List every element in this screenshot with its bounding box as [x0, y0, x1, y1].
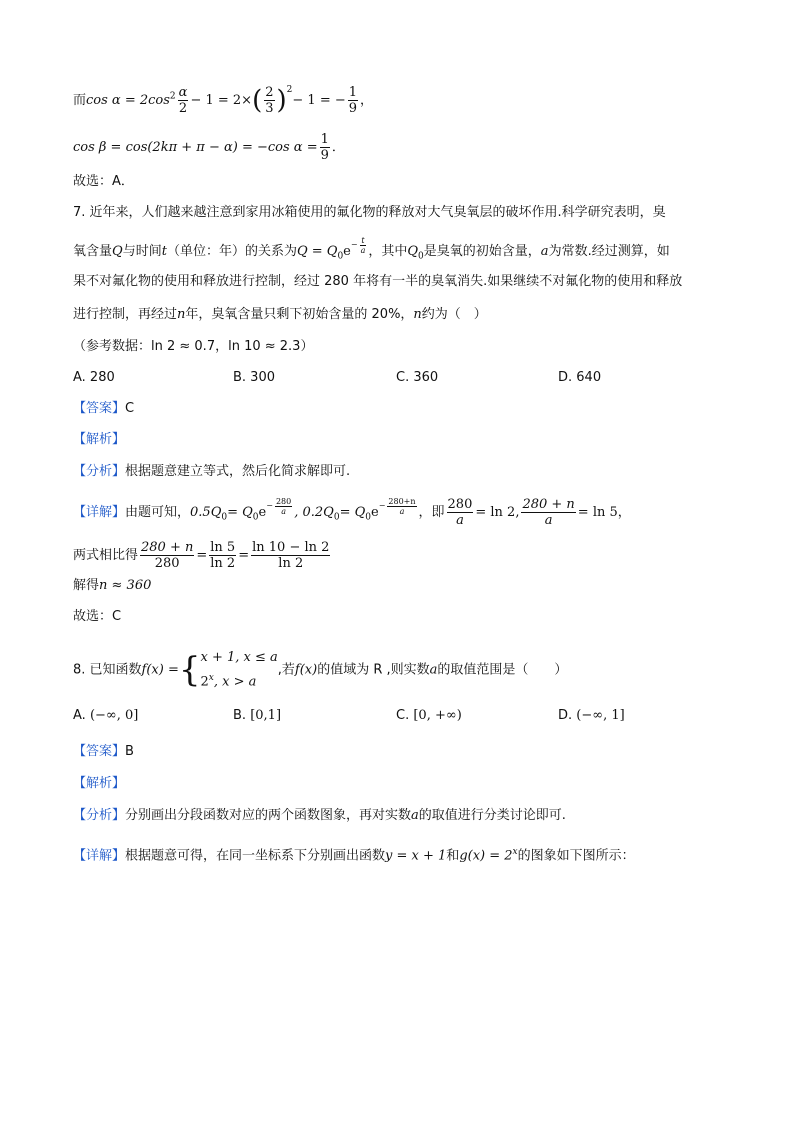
sub: 0 [418, 251, 424, 262]
var: a [411, 808, 419, 823]
xiangjie-tag: 【详解】 [73, 505, 126, 520]
sub: 0 [333, 512, 340, 523]
frac-num: 2 [265, 85, 274, 100]
formula: g(x) = 2 [459, 848, 513, 864]
q7-line-2: 氧含量Q与时间t（单位：年）的关系为$Q = Q_0e-$ $\frac{t}{a}$ ，其中$Q_0$是臭氧的初始含量，a为常数.经过测算，如 [73, 235, 670, 262]
option-label: B. [233, 708, 247, 723]
q7-option-c: C. 360 [396, 370, 439, 385]
formula: cos α = 2cos [86, 93, 170, 108]
frac-num: ln 5 [210, 540, 236, 555]
text: 解得 [73, 578, 100, 593]
text: 是臭氧的初始含量， [423, 244, 541, 259]
text: 与时间 [122, 244, 162, 259]
q7-answer [73, 399, 134, 419]
answer-value: C [125, 401, 135, 416]
xiangjie-tag: 【详解】 [73, 848, 126, 864]
q7-xiangjie-2: 两式相比得 $\frac{280 + n}{280}$ = $\frac{\ln 5}{\ln 2}$ = $\frac{\ln 10 - \ln 2}{\ln 2}$ [73, 540, 330, 571]
frac-num: 1 [348, 85, 358, 100]
sub: 0 [337, 251, 344, 262]
formula: f(x) [294, 662, 318, 678]
q8-fenxi [73, 806, 566, 826]
exp-num: 280 [275, 496, 292, 506]
text: 两式相比得 [73, 548, 139, 563]
text: 年，臭氧含量只剩下初始含量的 20%， [185, 307, 414, 322]
q7-reference-data: （参考数据：ln 2 ≈ 0.7，ln 10 ≈ 2.3） [73, 339, 314, 354]
frac-den: 2 [178, 101, 188, 116]
exp-den: a [387, 506, 416, 516]
q7-fenxi [73, 462, 350, 482]
option-value: [0, +∞) [413, 708, 462, 723]
q8-option-d [558, 706, 625, 726]
formula: y = x + 1 [385, 848, 447, 864]
q7-xiangjie-3 [73, 576, 151, 596]
q7-line-4 [73, 305, 487, 325]
var: a [540, 244, 549, 259]
q7-line-3: 果不对氟化物的使用和释放进行控制，经过 280 年将有一半的臭氧消失.如果继续不对氟化物的使用和释放 [73, 274, 683, 289]
formula: = Q [339, 505, 366, 520]
q8-option-b [233, 706, 281, 726]
text: 氧含量 [73, 244, 113, 259]
sub: 0 [221, 512, 228, 523]
option-label: C. [396, 708, 410, 723]
frac-den: a [447, 512, 474, 528]
option-value: (−∞, 1] [576, 708, 625, 723]
frac-num: α [178, 85, 188, 100]
q8-option-a [73, 706, 138, 726]
cos-beta-line [73, 132, 345, 163]
formula: f(x) = [141, 662, 179, 678]
answer-tag: 【答案】 [73, 401, 126, 416]
exp-num: 280+n [388, 496, 416, 506]
formula: n ≈ 360 [99, 578, 152, 593]
var: a [429, 662, 438, 678]
sup: 2 [286, 85, 293, 95]
q8-answer [73, 742, 134, 762]
case-1: x + 1, x ≤ a [200, 650, 278, 665]
answer-tag: 【答案】 [73, 744, 126, 759]
text: 的值域为 R ,则实数 [317, 662, 430, 678]
option-label: D. [558, 708, 573, 723]
sup: x [208, 673, 214, 683]
var: Q [112, 244, 123, 259]
text: ，即 [418, 505, 445, 520]
frac-num: 1 [320, 132, 329, 147]
frac-den: ln 2 [251, 555, 330, 571]
q7-analysis-heading [73, 430, 125, 450]
text: 约为（ ） [421, 307, 487, 322]
sub: 0 [252, 512, 259, 523]
fenxi-tag: 【分析】 [73, 808, 126, 823]
text: 为常数.经过测算，如 [548, 244, 670, 259]
exp-den: a [275, 506, 292, 516]
formula: − 1 = 2× [190, 93, 253, 108]
option-value: [0,1] [250, 708, 282, 723]
frac-den: 9 [320, 148, 329, 163]
text: ，其中 [368, 244, 408, 259]
cos-alpha-line: 而$\cos \alpha = 2\cos^2$ $\frac{\alpha}{2}$ − 1 = 2×( $\frac{2}{3}$ )$^2$− 1 = − $\frac{1}{9}$ ， [73, 85, 374, 116]
formula: = ln 5， [577, 505, 631, 520]
frac-den: 3 [265, 101, 274, 116]
answer-value: B [125, 744, 134, 759]
formula: Q = Q [296, 244, 338, 259]
sup: x [512, 847, 518, 857]
q8-xiangjie [73, 842, 635, 866]
var: n [413, 307, 422, 322]
fenxi-text: 根据题意建立等式，然后化简求解即可. [125, 464, 351, 479]
exp-num: t [361, 235, 365, 245]
e: e [258, 505, 267, 520]
var: t [161, 244, 167, 259]
q7-line-1: 7. 近年来，人们越来越注意到家用冰箱使用的氟化物的释放对大气臭氧层的破坏作用.科学研究表明，臭 [73, 205, 666, 220]
frac-den: a [521, 512, 575, 528]
text: 的图象如下图所示： [517, 848, 635, 864]
text: 的取值进行分类讨论即可. [418, 808, 566, 823]
text: ,若 [277, 662, 295, 678]
formula: − 1 = − [292, 93, 346, 108]
e: e [370, 505, 379, 520]
var: Q [407, 244, 419, 259]
formula: cos β = cos(2kπ + π − α) = −cos α = [73, 140, 318, 155]
sup: 2 [169, 91, 176, 102]
text: ． [331, 140, 345, 155]
formula: , 0.2Q [294, 505, 334, 520]
text: （单位：年）的关系为 [166, 244, 297, 259]
option-label: A. [73, 708, 86, 723]
var: n [177, 307, 186, 322]
q7-xiangjie-1: 【详解】由题可知，$0.5Q_0= Q_0e-$ $\frac{280}{a}$ , $0.2Q_0= Q_0e-$ $\frac{280+n}{a}$ ，即 $\frac{280}{a}$ = ln 2, $\frac{280 + n}{a}$ = ln 5， [73, 496, 631, 528]
frac-num: 280 [447, 497, 473, 512]
q7-option-a: A. 280 [73, 370, 115, 385]
e: e [343, 244, 351, 259]
text: 由题可知， [125, 505, 191, 520]
frac-num: ln 10 − ln 2 [252, 540, 330, 555]
q8-line-1: 8. 已知函数f(x) ={ x + 1, x ≤ a 2$^x$, x > a ,若f(x)的值域为 R ,则实数a的取值范围是（ ） [73, 650, 568, 691]
analysis-tag: 【解析】 [73, 432, 126, 447]
text: 而 [73, 93, 87, 108]
choice-line: 故选：A． [73, 174, 134, 189]
q7-choice: 故选：C [73, 609, 122, 624]
option-value: (−∞, 0] [89, 708, 139, 723]
frac-den: 9 [348, 101, 358, 116]
frac-num: 280 + n [522, 497, 575, 512]
q8-analysis-heading [73, 774, 125, 794]
frac-den: ln 2 [210, 556, 236, 571]
case-2: , x > a [213, 674, 257, 690]
text: 8. 已知函数 [73, 662, 142, 678]
q7-option-b: B. 300 [233, 370, 275, 385]
formula: 0.5Q [190, 505, 222, 520]
text: 分别画出分段函数对应的两个函数图象，再对实数 [125, 808, 412, 823]
q7-option-d: D. 640 [558, 370, 602, 385]
formula: = ln 2, [475, 505, 520, 520]
analysis-tag: 【解析】 [73, 776, 126, 791]
text: 和 [446, 848, 460, 864]
case-2: 2 [200, 674, 209, 690]
text: 的取值范围是（ ） [437, 662, 568, 678]
exp-den: a [360, 245, 366, 255]
frac-den: 280 [140, 555, 194, 571]
text: 进行控制，再经过 [73, 307, 178, 322]
sub: 0 [365, 512, 371, 523]
frac-num: 280 + n [141, 540, 194, 555]
formula: = Q [227, 505, 253, 520]
fenxi-tag: 【分析】 [73, 464, 126, 479]
text: 根据题意可得，在同一坐标系下分别画出函数 [125, 848, 386, 864]
text: ， [360, 93, 374, 108]
q8-option-c [396, 706, 462, 726]
